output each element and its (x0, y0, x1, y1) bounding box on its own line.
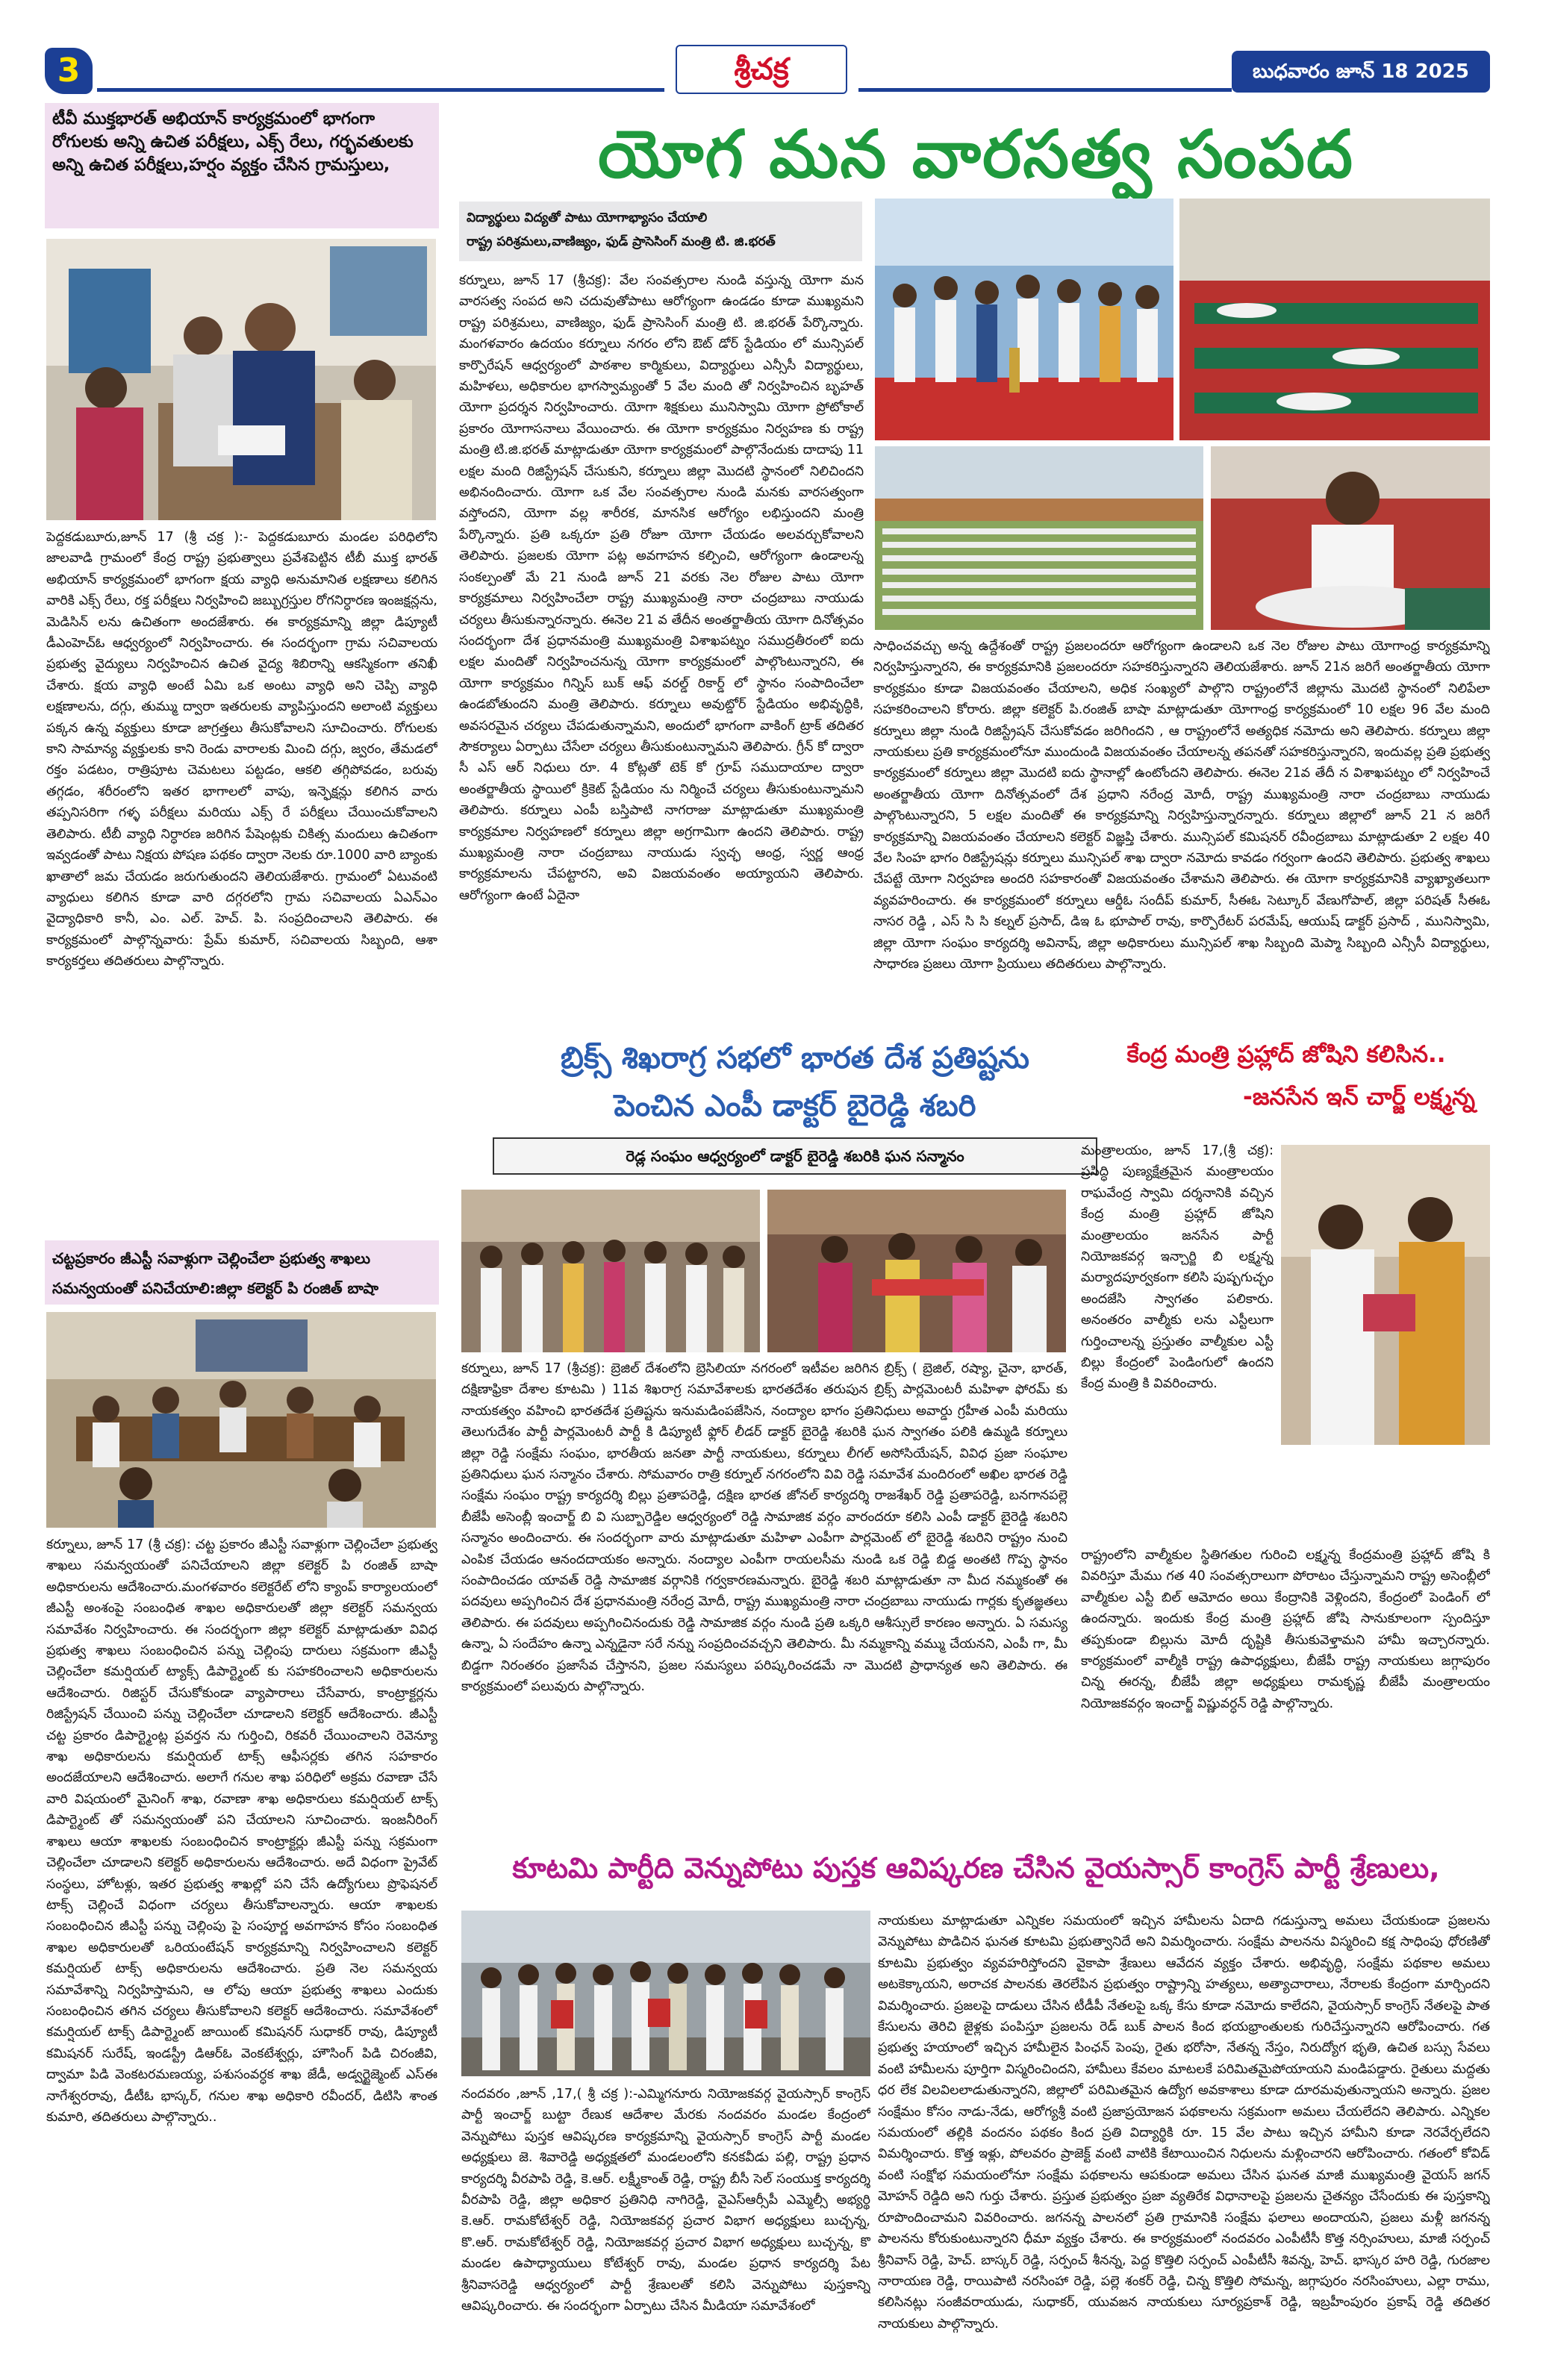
yoga-story-body-left: కర్నూలు, జూన్ 17 (శ్రీచక్ర): వేల సంవత్సరాల నుండి వస్తున్న యోగా మన వారసత్వ సంపద అని చదువుతోపాటు ఆరోగ్యంగా ఉండడం కూడా ముఖ్యమని రాష్ట్ర పరిశ్రమలు, వాణిజ్యం, ఫుడ్ ప్రాసెసింగ్ మంత్రి టి. జి.భరత్ పేర్కొన్నారు. మంగళవారం ఉదయం కర్నూలు నగరం లోని ఔట్ డోర్ స్టేడియం లో మున్సిపల్ కార్పొరేషన్ ఆధ్వర్యంలో పాఠశాల కార్మికులు, విద్యార్థులు ఎన్సీసీ విద్యార్థులు, మహిళలు, అధికారుల భాగస్వామ్యంతో 5 వేల మంది తో నిర్వహించిన బృహత్ యోగా ప్రదర్శన నిర్వహించారు. యోగా శిక్షకులు మునిస్వామి యోగా ప్రోటోకాల్ ప్రకారం యోగాసనాలు వేయించారు. ఈ యోగా కార్యక్రమం నిర్వహణ కు రాష్ట్ర మంత్రి టి.జి.భరత్ మాట్లాడుతూ యోగా కార్యక్రమంలో పాల్గొనేందుకు దాదాపు 11 లక్షల మంది రిజిస్ట్రేషన్ చేసుకుని, కర్నూలు జిల్లా మొదటి స్థానంలో నిలిచిందని అభినందించారు. యోగా ఒక వేల సంవత్సరాల నుండి మనకు వారసత్వంగా వస్తోందని, యోగా వల్ల శారీరక, మానసిక ఆరోగ్యం లభిస్తుందని మంత్రి పేర్కొన్నారు. ప్రతి ఒక్కరూ ప్రతి రోజూ యోగా చేయడం అలవర్చుకోవాలని తెలిపారు. ప్రజలకు యోగా పట్ల అవగాహన కల్పించి, ఆరోగ్యంగా ఉండాలన్న సంకల్పంతో మే 21 నుండి జూన్ 21 వరకు నెల రోజుల పాటు యోగా కార్యక్రమాలు నిర్వహించేలా రాష్ట్ర ముఖ్యమంత్రి నారా చంద్రబాబు నాయుడు చర్యలు తీసుకున్నారన్నారు. ఈనెల 21 వ తేదీన అంతర్జాతీయ యోగా దినోత్సవం సందర్భంగా దేశ ప్రధానమంత్రి ముఖ్యమంత్రి విశాఖపట్నం సముద్రతీరంలో ఐదు లక్షల మందితో నిర్వహించనున్న యోగా కార్యక్రమంలో పాల్గొంటున్నారని, ఈ యోగా కార్యక్రమం గిన్నిస్ బుక్ ఆఫ్ వరల్డ్ రికార్డ్ లో స్థానం సంపాదించేలా ఉండబోతుందని మంత్రి తెలిపారు. కర్నూలు అవుట్డోర్ స్టేడియం అభివృద్ధికి, అవసరమైన చర్యలు చేపడుతున్నామని, అందులో భాగంగా వాకింగ్ ట్రాక్ తదితర సౌకర్యాలు ఏర్పాటు చేసేలా చర్యలు తీసుకుంటున్నామని తెలిపారు. గ్రీన్ కో ద్వారా సీ ఎస్ ఆర్ నిధులు రూ. 4 కోట్లతో టెక్ కో గ్రూప్ సముదాయాల ద్వారా అంతర్జాతీయ స్థాయిలో క్రికెట్ స్టేడియం ను నిర్మించే చర్యలు తీసుకుంటున్నామని తెలిపారు. కర్నూలు ఎంపీ బస్తిపాటి నాగరాజు మాట్లాడుతూ ముఖ్యమంత్రి కార్యక్రమాల నిర్వహణలో కర్నూలు జిల్లా అగ్రగామిగా ఉందని తెలిపారు. రాష్ట్ర ముఖ్యమంత్రి నారా చంద్రబాబు నాయుడు స్వచ్ఛ ఆంధ్ర, స్వర్ణ ఆంధ్ర కార్యక్రమాలను చేపట్టారని, అవి విజయవంతం అయ్యాయని తెలిపారు. ఆరోగ్యంగా ఉంటే ఏదైనా (459, 273, 864, 903)
gst-story-body: కర్నూలు, జూన్ 17 (శ్రీ చక్ర): చట్ట ప్రకారం జీఎస్టీ సవాళ్లుగా చెల్లించేలా ప్రభుత్వ శాఖలు సమన్వయంతో పనిచేయాలని జిల్లా కలెక్టర్ పి రంజిత్ బాషా అధికారులను ఆదేశించారు.మంగళవారం కలెక్టరేట్ లోని క్యాంప్ కార్యాలయంలో జీఎస్టీ అంశంపై సంబంధిత శాఖల అధికారులతో జిల్లా కలెక్టర్ సమన్వయ సమావేశం నిర్వహించారు. ఈ సందర్భంగా జిల్లా కలెక్టర్ మాట్లాడుతూ వివిధ ప్రభుత్వ శాఖలు సంబంధించిన పన్ను చెల్లింపు దారులు సక్రమంగా జీఎస్టీ చెల్లించేలా కమర్షియల్ ట్యాక్స్ డిపార్ట్మెంట్ కు సహకరించాలని అధికారులను ఆదేశించారు. రిజిస్టర్ చేసుకోకుండా వ్యాపారాలు చేసేవారు, కాంట్రాక్టర్లను రిజిస్ట్రేషన్ చేయించి పన్ను చెల్లించేలా చూడాలని కలెక్టర్ ఆదేశించారు. జీఎస్టీ చట్ట ప్రకారం డిపార్ట్మెంట్ల ప్రవర్తన ను గుర్తించి, రికవరీ చేయించాలని రెవెన్యూ శాఖ అధికారులను కమర్షియల్ టాక్స్ ఆఫీసర్లకు తగిన సహకారం అందజేయాలని ఆదేశించారు. అలాగే గనుల శాఖ పరిధిలో అక్రమ రవాణా చేసే వారి విషయంలో మైనింగ్ శాఖ, రవాణా శాఖ అధికారులు కమర్షియల్ టాక్స్ డిపార్ట్మెంట్ తో సమన్వయంతో పని చేయాలని సూచించారు. ఇంజనీరింగ్ శాఖలు ఆయా శాఖలకు సంబంధించిన కాంట్రాక్టర్లు జీఎస్టీ పన్ను సక్రమంగా చెల్లించేలా చూడాలని కలెక్టర్ అధికారులను ఆదేశించారు. అదే విధంగా ప్రైవేట్ సంస్థలు, హోటళ్లు, ఇతర ప్రభుత్వ శాఖల్లో పని చేసే ఉద్యోగులు ప్రొఫెషనల్ టాక్స్ చెల్లించే విధంగా చర్యలు తీసుకోవాలన్నారు. ఆయా శాఖలకు సంబంధించిన జీఎస్టీ పన్ను చెల్లింపు పై సంపూర్ణ అవగాహన కోసం సంబంధిత శాఖల అధికారులతో ఒరియంటేషన్ కార్యక్రమాన్ని నిర్వహించాలని కలెక్టర్ కమర్షియల్ టాక్స్ అధికారులను ఆదేశించారు. ప్రతి నెల సమన్వయ సమావేశాన్ని నిర్వహిస్తామని, ఆ లోపు ఆయా ప్రభుత్వ శాఖలు ఎందుకు సంబంధించిన తగిన చర్యలు తీసుకోవాలని కలెక్టర్ ఆదేశించారు. సమావేశంలో కమర్షియల్ టాక్స్ డిపార్ట్మెంట్ జాయింట్ కమిషనర్ సుధాకర్ రావు, డిప్యూటీ కమిషనర్ సురేష్, ఇండస్ట్రీ డిఆర్ఓ వెంకటేశ్వర్లు, హౌసింగ్ పిడి చిరంజీవి, ద్వామా పిడి వెంకటరమణయ్య, పశుసంవర్ధక శాఖ జేడీ, అడ్వర్టైజ్మెంట్ ఎస్ఈ నాగేశ్వరరావు, డీటీఓ భాస్కర్, గనుల శాఖ అధికారి రవీందర్, డిటిసి శాంత కుమారి, తదితరులు పాల్గొన్నారు.. (46, 1537, 437, 2125)
yoga-subheading-box (459, 202, 862, 261)
yoga-story-body-right: సాధించవచ్చు అన్న ఉద్దేశంతో రాష్ట్ర ప్రజలందరూ ఆరోగ్యంగా ఉండాలని ఒక నెల రోజుల పాటు యోగాంధ్ర కార్యక్రమాన్ని నిర్వహిస్తున్నారని, ఈ కార్యక్రమానికి ప్రజలందరూ సహకరిస్తున్నారని తెలియజేశారు. జూన్ 21న జరిగే అంతర్జాతీయ యోగా కార్యక్రమం కూడా విజయవంతం చేయాలని, అధిక సంఖ్యలో పాల్గొని రాష్ట్రంలోనే జిల్లాను మొదటి స్థానంలో నిలిపేలా సహకరించాలని కోరారు. జిల్లా కలెక్టర్ పి.రంజిత్ బాషా మాట్లాడుతూ యోగాంధ్ర కార్యక్రమంలో 10 లక్షల 96 వేల మంది కర్నూలు జిల్లా నుండి రిజిస్ట్రేషన్ చేసుకోవడం జరిగిందని , ఆ రాష్ట్రంలోనే అత్యధిక నమోదు అని తెలిపారు. కర్నూలు జిల్లా నాయకులు ప్రతి కార్యక్రమంలోనూ ముందుండి విజయవంతం చేయాలన్న తపనతో సహకరిస్తున్నారని, ఇందువల్ల ప్రతి ప్రభుత్వ కార్యక్రమంలో కర్నూలు జిల్లా మొదటి ఐదు స్థానాల్లో ఉంటోందని తెలిపారు. ఈనెల 21వ తేదీ న విశాఖపట్నం లో నిర్వహించే అంతర్జాతీయ యోగా దినోత్సవంలో దేశ ప్రధాని నరేంద్ర మోదీ, రాష్ట్ర ముఖ్యమంత్రి నారా చంద్రబాబు నాయుడు పాల్గొంటున్నారని, 5 లక్షల మందితో ఈ కార్యక్రమాన్ని నిర్వహిస్తున్నారన్నారు. కర్నూలు జిల్లాలో జూన్ 21 న జరిగే కార్యక్రమాన్ని విజయవంతం చేయాలని కలెక్టర్ విజ్ఞప్తి చేశారు. మున్సిపల్ కమిషనర్ రవీంద్రబాబు మాట్లాడుతూ 2 లక్షల 40 వేల సింహ భాగం రిజిస్ట్రేషన్లు కర్నూలు మున్సిపల్ శాఖ ద్వారా నమోదు కావడం గర్వంగా ఉందని తెలిపారు. ప్రభుత్వ శాఖలు చేపట్టే యోగా నిర్వహణ అందరి సహకారంతో విజయవంతం చేశామని తెలిపారు. ఈ యోగా కార్యక్రమానికి వ్యాఖ్యాతలుగా వ్యవహరించారు. ఈ కార్యక్రమంలో కర్నూలు ఆర్డీఓ సందీప్ కుమార్, సీఈఓ సెట్కూర్ వేణుగోపాల్, జిల్లా పరిషత్ సీఈఓ నాసర రెడ్డి , ఎస్ సి సి కల్నల్ ప్రసాద్, డిఇ ఓ భూపాల్ రావు, కార్పొరేటర్ పరమేష్, ఆయుష్ డాక్టర్ ప్రసాద్ , మునిస్వామి, జిల్లా యోగా సంఘం కార్యదర్శి అవినాష్, జిల్లా అధికారులు మున్సిపల్ శాఖ సిబ్బంది మెప్మా సిబ్బంది ఎన్సీసీ విద్యార్థులు, సాధారణ ప్రజలు యోగా ప్రియులు తదితరులు పాల్గొన్నారు. (873, 639, 1490, 972)
book-body-narrow: నందవరం ,జూన్ ,17,( శ్రీ చక్ర ):-ఎమ్మిగనూరు నియోజకవర్గ వైయస్సార్ కాంగ్రెస్ పార్టీ ఇంచార్జ్ బుట్టా రేణుక ఆదేశాల మేరకు నందవరం మండల కేంద్రంలో వెన్నుపోటు పుస్తక ఆవిష్కరణ కార్యక్రమాన్ని వైయస్సార్ కాంగ్రెస్ పార్టీ మండల అధ్యక్షులు జె. శివారెడ్డి అధ్యక్షతలో మండలంలోని కనకవీడు పల్లి, రాష్ట్ర ప్రధాన కార్యదర్శి వీరపాపి రెడ్డి, కె.ఆర్. లక్ష్మీకాంత్ రెడ్డి, రాష్ట్ర బీసీ సెల్ సంయుక్త కార్యదర్శి వీరపాపి రెడ్డి, జిల్లా అధికార ప్రతినిధి నాగిరెడ్డి, వైఎస్ఆర్సీపీ ఎమ్మెల్సీ అభ్యర్థి కె.ఆర్. రామకోటేశ్వర్ రెడ్డి, నియోజకవర్గ ప్రచార విభాగ అధ్యక్షులు బుచ్చన్న, కొ.ఆర్. రామకోటేశ్వర్ రెడ్డి, నియోజకవర్గ ప్రచార విభాగ అధ్యక్షులు బుచ్చన్న, కొ మండల ఉపాధ్యాయులు కోటేశ్వర్ రావు, మండల ప్రధాన కార్యదర్శి పేట శ్రీనివాసరెడ్డి ఆధ్వర్యంలో పార్టీ శ్రేణులతో కలిసి వెన్నుపోటు పుస్తకాన్ని ఆవిష్కరించారు. ఈ సందర్భంగా ఏర్పాటు చేసిన మీడియా సమావేశంలో (461, 2087, 870, 2314)
gst-story-headline: చట్టప్రకారం జీఎస్టీ సవాళ్లుగా చెల్లించేలా ప్రభుత్వ శాఖలు సమన్వయంతో పనిచేయాలి:జిల్లా కలెక్టర్ పి రంజిత్ బాషా (52, 1249, 378, 1297)
yoga-stadium-photo (875, 446, 1203, 630)
brics-story-body: కర్నూలు, జూన్ 17 (శ్రీచక్ర): బ్రెజిల్ దేశంలోని బ్రెసిలియా నగరంలో ఇటీవల జరిగిన బ్రిక్స్ ( బ్రెజిల్, రష్యా, చైనా, భారత్, దక్షిణాఫ్రికా దేశాల కూటమి ) 11వ శిఖరాగ్ర సమావేశాలకు భారతదేశం తరుపున బ్రిక్స్ పార్లమెంటరీ మహిళా ఫోరమ్ కు నాయకత్వం వహించి భారతదేశ ప్రతిష్టను ఇనుమడింపజేసిన, నంద్యాల భాగం ప్రతినిధులు అవార్డు గ్రహీత ఎంపీ మరియు తెలుగుదేశం పార్టీ పార్లమెంటరీ పార్టీ కి డిప్యూటీ ఫ్లోర్ లీడర్ డాక్టర్ బైరెడ్డి శబరికి ఘన స్వాగతం పలికి ఉమ్మడి కర్నూలు జిల్లా రెడ్డి సంక్షేమ సంఘం, భారతీయ జనతా పార్టీ నాయకులు, కర్నూలు లీగల్ అసోసియేషన్, వివిధ ప్రజా సంఘాల ప్రతినిధులు ఘన సన్మానం చేశారు. సోమవారం రాత్రి కర్నూల్ నగరంలోని వివి రెడ్డి సమావేశ మందిరంలో అఖిల భారత రెడ్డి సంక్షేమ సంఘం రాష్ట్ర కార్యదర్శి బిల్లు ప్రతాపరెడ్డి, దక్షిణ భారత జోనల్ కార్యదర్శి రాజశేఖర్ రెడ్డి ప్రతాపరెడ్డి, బనగానపల్లె బీజేపీ అసెంబ్లీ ఇంచార్జ్ బి వి సుబ్బారెడ్డిల ఆధ్వర్యంలో రెడ్డి సామాజిక వర్గం వారందరూ కలిసి ఎంపీ డాక్టర్ బైరెడ్డి శబరిని సన్మానం అందించారు. ఈ సందర్భంగా వారు మాట్లాడుతూ మహిళా ఎంపీగా పార్లమెంట్ లో బైరెడ్డి శబరిని రాష్ట్రం నుంచి ఎంపిక చేయడం ఆనందదాయకం అన్నారు. నంద్యాల ఎంపీగా రాయలసీమ నుండి ఒక రెడ్డి బిడ్డ అంతటి గొప్ప స్థానం సంపాదించడం యావత్ రెడ్డి సామాజిక వర్గానికి గర్వకారణమన్నారు. బైరెడ్డి శబరి మాట్లాడుతూ నా మీద నమ్మకంతో ఈ పదవులు అప్పగించిన దేశ ప్రధానమంత్రి నరేంద్ర మోదీ, రాష్ట్ర ముఖ్యమంత్రి నారా చంద్రబాబు నాయుడు గార్లకు కృతజ్ఞతలు తెలిపారు. ఈ పదవులు అప్పగించినందుకు రెడ్డి సామాజిక వర్గం నుండి ప్రతి ఒక్కరి ఆశీస్సులే కారణం అన్నారు. ఏ సమస్య ఉన్నా, ఏ సందేహం ఉన్నా ఎన్నడైనా సరే నన్ను సంప్రదించవచ్చని తెలిపారు. మీ నమ్మకాన్ని వమ్ము చేయనని, ఎంపీ గా, మీ బిడ్డగా నిరంతరం ప్రజాసేవ చేస్తానని, ప్రజల సమస్యలు పరిష్కరించడమే నా మొదటి ప్రాధాన్యత అని తెలిపారు. ఈ కార్యక్రమంలో పలువురు పాల్గొన్నారు. (461, 1361, 1067, 1695)
masthead-rule-left (97, 88, 664, 92)
yoga-subheading-2: రాష్ట్ర పరిశ్రమలు,వాణిజ్యం, ఫుడ్ ప్రాసెసింగ్ మంత్రి టి. జి.భరత్ (467, 234, 776, 249)
pralhad-meeting-photo (1281, 1145, 1490, 1445)
masthead-bar (45, 45, 1490, 99)
book-launch-photo (461, 1911, 870, 2076)
tb-story-headline-box (45, 103, 439, 228)
yoga-subheading-1: విద్యార్థులు విద్యతో పాటు యోగాభ్యాసం చేయాలి (467, 210, 708, 225)
book-headline: కూటమి పార్టీది వెన్నుపోటు పుస్తక ఆవిష్కరణ చేసిన వైయస్సార్ కాంగ్రెస్ పార్టీ శ్రేణులు, (512, 1852, 1440, 1884)
yoga-headline: యోగ మన వారసత్వ సంపద (597, 116, 1355, 193)
gst-meeting-photo (46, 1312, 436, 1528)
masthead-date: బుధవారం జూన్ 18 2025 (1232, 51, 1490, 93)
page-number: 3 (45, 48, 93, 94)
book-body-wide: నాయకులు మాట్లాడుతూ ఎన్నికల సమయంలో ఇచ్చిన హామీలను ఏదాది గడుస్తున్నా అమలు చేయకుండా ప్రజలను వెన్నుపోటు పొడిచిన ఘనత కూటమి ప్రభుత్వానిదే అని విమర్శించారు. సంక్షేమ పాలనను విస్మరించి కక్ష సాధింపు ధోరణితో కూటమి ప్రభుత్వం వ్యవహరిస్తోందని వైకాపా శ్రేణులు ఆవేదన వ్యక్తం చేశారు. అభివృద్ధి, సంక్షేమ పథకాల అమలు అటకెక్కాయని, అరాచక పాలనకు తెరలేపిన ప్రభుత్వం రాష్ట్రాన్ని హత్యలు, అత్యాచారాలు, నేరాలకు కేంద్రంగా మార్చిందని విమర్శించారు. ప్రజలపై దాడులు చేసిన టీడీపీ నేతలపై ఒక్క కేసు కూడా నమోదు కాలేదని, వైయస్సార్ కాంగ్రెస్ నేతలపై పాత కేసులను తెరిచి జైళ్లకు పంపిస్తూ ప్రజలను రెడ్ బుక్ పాలన కింద భయభ్రాంతులకు గురిచేస్తున్నారని ఆరోపించారు. గత ప్రభుత్వ హయాంలో ఇచ్చిన హామీలైన పింఛన్ పెంపు, రైతు భరోసా, నేతన్న నేస్తం, నిరుద్యోగ భృతి, ఉచిత బస్సు సేవలు వంటి హామీలను పూర్తిగా విస్మరించిందని, హామీలు కేవలం మాటలకే పరిమితమైపోయాయని మండిపడ్డారు. రైతులు మద్దతు ధర లేక విలవిలలాడుతున్నారని, జిల్లాలో పరిమితమైన ఉద్యోగ అవకాశాలు కూడా దూరమవుతున్నాయని అన్నారు. ప్రజల సంక్షేమం కోసం నాడు-నేడు, ఆరోగ్యశ్రీ వంటి ప్రజాప్రయోజన పథకాలను సక్రమంగా అమలు చేయలేదని తెలిపారు. ఎన్నికల సమయంలో తల్లికి వందనం పథకం కింద ప్రతి విద్యార్థికి రూ. 15 వేల పాటు ఇచ్చిన హామీని కూడా నెరవేర్చలేదని విమర్శించారు. కొత్త ఇళ్లు, పోలవరం ప్రాజెక్ట్ వంటి వాటికి కేటాయించిన నిధులను మళ్లించారని ఆరోపించారు. గతంలో కోవిడ్ వంటి సంక్షోభ సమయంలోనూ సంక్షేమ పథకాలను ఆపకుండా అమలు చేసిన ఘనత మాజీ ముఖ్యమంత్రి వైయస్ జగన్ మోహన్ రెడ్డిది అని గుర్తు చేశారు. ప్రస్తుత ప్రభుత్వం ప్రజా వ్యతిరేక విధానాలపై ప్రజలను చైతన్యం చేసేందుకు ఈ పుస్తకాన్ని రూపొందించామని వివరించారు. జగనన్న పాలనలో ప్రతి గ్రామానికి సంక్షేమ ఫలాలు అందాయని, ప్రజలు మళ్లీ జగనన్న పాలనను కోరుకుంటున్నారని ధీమా వ్యక్తం చేశారు. ఈ కార్యక్రమంలో నందవరం ఎంపీటీసీ కొత్త నర్సింహులు, మాజీ సర్పంచ్ శ్రీనివాస్ రెడ్డి, హెచ్. బాస్కర్ రెడ్డి, సర్పంచ్ శీనన్న, పెద్ద కొత్తిలి సర్పంచ్ ఎంపీటీసీ శివన్న, హెచ్. భాస్కర హరి రెడ్డి, గురజాల నారాయణ రెడ్డి, రాయిపాటి నరసింహా రెడ్డి, పల్లె శంకర్ రెడ్డి, చిన్న కొత్తిలి సోమన్న, జగ్గాపురం నరసింహులు, ఎల్లా రాము, కలిసినట్లు సంజీవరాయుడు, సుధాకర్, యువజన నాయకులు సూర్యప్రకాశ్ రెడ్డి, ఇబ్రహీంపురం ప్రకాష్ రెడ్డి తదితర నాయకులు పాల్గొన్నారు. (878, 1914, 1490, 2331)
tb-story-body: పెద్దకడుబూరు,జూన్ 17 (శ్రీ చక్ర ):- పెద్దకడుబూరు మండల పరిధిలోని జాలవాడి గ్రామంలో కేంద్ర రాష్ట్ర ప్రభుత్వాలు ప్రవేశపెట్టిన టీబీ ముక్త భారత్ అభియాన్ కార్యక్రమంలో భాగంగా క్షయ వ్యాధి అనుమానిత లక్షణాలు కలిగిన వారికి ఎక్స్ రేలు, రక్త పరీక్షలు నిర్వహించి జబ్బుగ్రస్తుల రోగనిర్ధారణ ఇంజక్షన్లను, మెడిసిన్ లను ఉచితంగా అందజేశారు. ఈ కార్యక్రమాన్ని జిల్లా డిప్యూటీ డీఎంహెచ్ఓ ఆధ్వర్యంలో నిర్వహించారు. ఈ సందర్భంగా గ్రామ సచివాలయ ప్రభుత్వ వైద్యులు నిర్వహించిన ఉచిత వైద్య శిబిరాన్ని ఆకస్మికంగా తనిఖీ చేశారు. క్షయ వ్యాధి అంటే ఏమి ఒక అంటు వ్యాధి అని చెప్పి వ్యాధి లక్షణాలను, దగ్గు, తుమ్ము ద్వారా ఇతరులకు వ్యాపిస్తుందని అలాంటి వ్యక్తులు పక్కన ఉన్న వ్యక్తులు కూడా జాగ్రత్తలు తీసుకోవాలని సూచించారు. రోగులకు కాని సామాన్య వ్యక్తులకు కాని రెండు వారాలకు మించి దగ్గు, జ్వరం, తేమడలో రక్తం పడటం, రాత్రిపూట చెమటలు పట్టడం, ఆకలి తగ్గిపోవడం, బరువు తగ్గడం, శరీరంలోని ఇతర భాగాలలో వాపు, ఇన్ఫెక్షన్లు కలిగిన వారు తప్పనిసరిగా గళ్ళ పరీక్షలు మరియు ఎక్స్ రే పరీక్షలు చేయించుకోవాలని తెలిపారు. టీబీ వ్యాధి నిర్ధారణ జరిగిన పేషెంట్లకు చికిత్స మందులు ఉచితంగా ఇవ్వడంతో పాటు నిక్షయ పోషణ పథకం ద్వారా నెలకు రూ.1000 వారి బ్యాంకు ఖాతాలో జమ చేయడం జరుగుతుందని తెలియజేశారు. గ్రామంలో ఏటువంటి వ్యాధులు కలిగిన కూడా వారి దగ్గరలోని గ్రామ సచివాలయ ఏఎన్ఎం వైద్యాధికారి కానీ, ఎం. ఎల్. హెచ్. పి. సంప్రదించాలని తెలిపారు. ఈ కార్యక్రమంలో పాల్గొన్నవారు: ప్రేమ్ కుమార్, సచివాలయ సిబ్బంది, ఆశా కార్యకర్తలు తదితరులు పాల్గొన్నారు. (46, 530, 437, 969)
brics-subheading: రెడ్ల సంఘం ఆధ్వర్యంలో డాక్టర్ బైరెడ్డి శబరికి ఘన సన్మానం (493, 1137, 1097, 1175)
gst-story-headline-box (45, 1240, 439, 1305)
pralhad-body-wide: రాష్ట్రంలోని వాల్మీకుల స్థితిగతుల గురించి లక్ష్మన్న కేంద్రమంత్రి ప్రహ్లాద్ జోషి కి వివరిస్తూ మేము గత 40 సంవత్సరాలుగా పోరాటం చేస్తున్నామని రాష్ట్ర అసెంబ్లీలో వాల్మీకుల ఎస్టీ బిల్ ఆమోదం అయి కేంద్రానికి వెళ్లిందని, కేంద్రంలో పెండింగ్ లో ఉందన్నారు. ఇందుకు కేంద్ర మంత్రి ప్రహ్లాద్ జోషి సానుకూలంగా స్పందిస్తూ తప్పకుండా బిల్లును మోదీ దృష్టికి తీసుకువెళ్తామని హామీ ఇచ్చారన్నారు. కార్యక్రమంలో వాల్మీకి రాష్ట్ర ఉపాధ్యక్షులు, బీజేపీ రాష్ట్ర నాయకులు జగ్గాపురం చిన్న ఈరన్న, బీజేపీ జిల్లా అధ్యక్షులు రామకృష్ణ బీజేపీ మంత్రాలయం నియోజకవర్గం ఇంచార్జ్ విష్ణువర్ధన్ రెడ్డి పాల్గొన్నారు. (1081, 1548, 1490, 1711)
yoga-lamp-photo (875, 199, 1173, 440)
pralhad-headline-2: -జనసేన ఇన్ చార్జ్ లక్ష్మన్న (1242, 1084, 1475, 1111)
tb-camp-photo (46, 239, 436, 520)
brics-headline-2: పెంచిన ఎంపీ డాక్టర్ బైరెడ్డి శబరి (614, 1089, 976, 1123)
tb-story-headline: టీవీ ముక్తభారత్ అభియాన్ కార్యక్రమంలో భాగంగా రోగులకు అన్ని ఉచిత పరీక్షలు, ఎక్స్ రేలు, గర్భవతులకు అన్ని ఉచిత పరీక్షలు,హర్షం వ్యక్తం చేసిన గ్రామస్తులు, (52, 109, 414, 175)
felicitation-group-photo (461, 1190, 760, 1352)
pralhad-body-narrow: మంత్రాలయం, జూన్ 17,(శ్రీ చక్ర): ప్రసిద్ధి పుణ్యక్షేత్రమైన మంత్రాలయం రాఘవేంద్ర స్వామి దర్శనానికి వచ్చిన కేంద్ర మంత్రి ప్రహ్లాద్ జోషిని మంత్రాలయం జనసేన పార్టీ నియోజకవర్గ ఇన్చార్జి బి లక్ష్మన్న మర్యాదపూర్వకంగా కలిసి పుష్పగుచ్ఛం అందజేసి స్వాగతం పలికారు. అనంతరం వాల్మీకు లను ఎస్టీలుగా గుర్తించాలన్న ప్రస్తుతం వాల్మీకుల ఎస్టీ బిల్లు కేంద్రంలో పెండింగులో ఉందని కేంద్ర మంత్రి కి వివరించారు. (1081, 1143, 1274, 1392)
masthead-logo: శ్రీచక్ర (676, 45, 847, 94)
masthead-rule-right (858, 88, 1232, 92)
minister-yoga-photo (1211, 446, 1490, 630)
felicitation-shawl-photo (767, 1190, 1066, 1352)
yoga-mats-photo (1179, 199, 1490, 440)
pralhad-headline-1: కేంద్ర మంత్రి ప్రహ్లాద్ జోషిని కలిసిన.. (1126, 1041, 1446, 1068)
brics-headline-1: బ్రిక్స్ శిఖరాగ్ర సభలో భారత దేశ ప్రతిష్టను (561, 1041, 1029, 1075)
